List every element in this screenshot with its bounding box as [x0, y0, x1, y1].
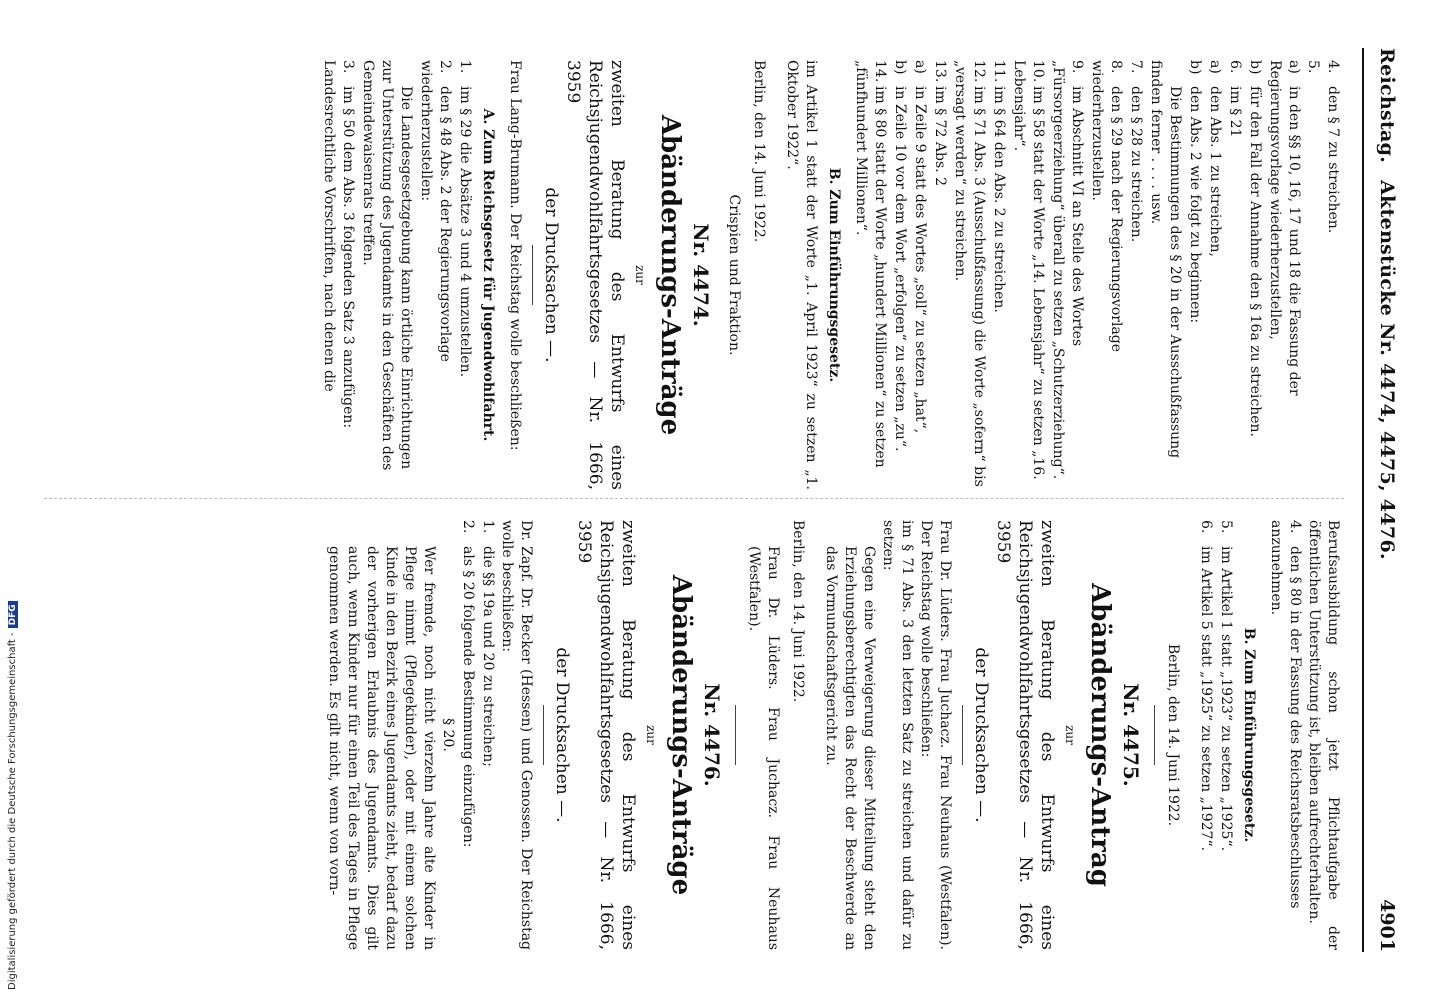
list-item-text: im § 71 Abs. 3 (Ausschußfassung) die Worte „sofern“ bis „versagt werden“ zu streichen. — [952, 60, 987, 487]
list-item — [851, 60, 889, 490]
place-date-1: Berlin, den 14. Juni 1922. — [1165, 643, 1181, 827]
list-item-text: den Abs. 2 wie folgt zu beginnen: — [1187, 86, 1203, 324]
intro-4475: Frau Dr. Lüders. Frau Juchacz. Frau Neuhaus (Westfalen). Der Reichstag wolle beschließen: — [918, 520, 953, 950]
list-item — [455, 60, 474, 490]
list-item-number: b) — [1187, 60, 1203, 75]
list-item — [458, 520, 477, 950]
intro-4476: Dr. Zapf. Dr. Becker (Hessen) und Genossen. Der Reichstag wolle beschließen: — [499, 520, 534, 950]
list-item — [478, 520, 497, 950]
section-b-text: im Artikel 1 statt der Worte „1. April 1923“ zu setzen „1. Oktober 1922“. — [784, 60, 819, 490]
drucksachen-4474: der Drucksachen —. — [541, 187, 561, 363]
list-item — [1185, 60, 1204, 490]
list-item — [1245, 60, 1264, 490]
place-date: Berlin, den 14. Juni 1922. — [751, 60, 767, 243]
signatures-4475: Frau Dr. Lüders. Frau Juchacz. Frau Neuhaus (Westfalen). — [746, 546, 781, 950]
list-item-text: im § 72 Abs. 2 — [932, 86, 948, 186]
list-item — [1225, 60, 1244, 490]
drucksachen-4475: der Drucksachen —. — [971, 647, 991, 823]
section-b-heading-right: B. Zum Einführungsgesetz. — [1241, 627, 1257, 843]
subject-4475: zweiten Beratung des Entwurfs eines Reichsjugendwohlfahrtsgesetzes — Nr. 1666, 3959 — [993, 520, 1057, 950]
list-item-text: den § 28 zu streichen. — [1128, 86, 1144, 243]
section-b-heading: B. Zum Einführungsgesetz. — [826, 167, 842, 383]
intro-4474: Frau Lang-Brumann. Der Reichstag wolle beschließen: — [507, 60, 523, 451]
list-item-text: Die Landesgesetzgebung kann örtliche Einrichtungen zur Unterstützung des Jugendamts in den Geschäften des Gemeindewaisenrats treffen. — [360, 60, 414, 471]
list-item-text: im § 21 — [1227, 86, 1243, 138]
continued-text: Berufsausbildung schon jetzt Pflichtaufgabe der öffentlichen Unterstützung ist, bleiben aufrechterhalten. — [1306, 520, 1341, 950]
list-item-text: im Artikel 1 statt „1923“ zu setzen „1925“. — [1218, 546, 1234, 852]
section-title: Aktenstücke Nr. 4474, 4475, 4476. — [1376, 180, 1398, 560]
rule — [543, 705, 544, 765]
list-item-number: 14. — [872, 60, 888, 83]
page-number: 4901 — [1376, 899, 1398, 952]
list-item — [950, 60, 988, 490]
list-item-number: 2. — [437, 60, 453, 74]
list-item-number: 10. — [1030, 60, 1046, 83]
dfg-credit-text: Digitalisierung gefördert durch die Deutsche Forschungsgemeinschaft -DFG — [7, 601, 18, 990]
list-item — [989, 60, 1008, 490]
list-item — [319, 60, 357, 490]
section-a-heading: A. Zum Reichsgesetz für Jugendwohlfahrt. — [480, 108, 496, 442]
list-item: 4.den § 80 in der Fassung des Reichsratsbeschlusses anzunehmen. — [1268, 520, 1303, 909]
paragraph-text: Wer fremde, noch nicht vierzehn Jahre alte Kinder in Pflege nimmt (Pflegekinder), oder mit einem solchen Kinde in den Bezirk eines Jugendamts zieht, bedarf dazu der vorherigen Erlaubnis des Jugendamts. Dies gilt auch, wenn Kinder nur für einen Teil des Tages in Pflege genommen werden. Es gilt nicht, wenn von vorn- — [326, 546, 437, 950]
list-item-number: 2. — [460, 520, 476, 534]
title-4475: Abänderungs-Antrag — [1085, 583, 1115, 887]
list-item — [1126, 60, 1145, 490]
list-item-text: den § 48 Abs. 2 der Regierungsvorlage wiederherzustellen: — [418, 60, 453, 362]
list-item-text: den § 29 nach der Regierungsvorlage wiederherzustellen. — [1089, 60, 1124, 353]
list-item-text: in Zeile 9 statt des Wortes „soll“ zu setzen „hat“, — [912, 86, 928, 434]
list-item — [890, 60, 909, 490]
list-item — [930, 60, 949, 490]
nr-4474: Nr. 4474. — [689, 223, 713, 327]
list-item-number: a) — [1207, 60, 1223, 74]
list-item — [1146, 60, 1184, 490]
items-4476 — [458, 520, 497, 950]
nr-4476: Nr. 4476. — [700, 683, 724, 787]
list-item-number: 5. — [1218, 520, 1234, 534]
list-item — [358, 60, 415, 490]
list-item-text: im Abschnitt VI an Stelle des Wortes „Fürsorgeerziehung“ überall zu setzen „Schutzerziehung“. — [1050, 60, 1085, 480]
list-item — [416, 60, 454, 490]
list-item-text: den Abs. 1 zu streichen, — [1207, 86, 1223, 257]
list-item-number: a) — [912, 60, 928, 74]
list-item-number: b) — [1247, 60, 1263, 75]
list-item — [1048, 60, 1086, 490]
list-item-text: den § 7 zu streichen. — [1325, 86, 1341, 234]
dfg-logo: DFG — [8, 601, 18, 628]
quote-4475: Gegen eine Verweigerung dieser Mitteilung steht den Erziehungsberechtigten das Recht der Beschwerde an das Vormundschaftsgericht zu. — [823, 546, 877, 950]
list-item-text: für den Fall der Annahme den § 16a zu streichen. — [1247, 86, 1263, 437]
a-items — [319, 60, 474, 490]
list-item-text: im § 29 die Absätze 3 und 4 umzustellen. — [457, 86, 473, 378]
right-column — [324, 520, 1342, 950]
title-4476: Abänderungs-Anträge — [666, 574, 696, 896]
list-item — [1196, 520, 1215, 950]
list-item-number: 3. — [340, 60, 356, 74]
zur-label: zur — [633, 265, 647, 285]
list-item — [1205, 60, 1224, 490]
list-item-text: im § 50 dem Abs. 3 folgenden Satz 3 anzufügen: Landesrechtliche Vorschriften, nach denen die — [321, 60, 356, 429]
rule — [735, 705, 736, 765]
rule — [962, 705, 963, 765]
rule — [1154, 705, 1155, 765]
zur-label: zur — [644, 725, 658, 745]
column-divider — [44, 498, 1344, 499]
list-item-number: 12. — [971, 60, 987, 83]
list-item-text: im § 64 den Abs. 2 zu streichen. — [991, 86, 1007, 313]
left-column — [318, 60, 1342, 490]
list-item-text: im Artikel 5 statt „1925“ zu setzen „1927“. — [1198, 546, 1214, 852]
list-item-number: 5. a) — [1286, 60, 1321, 74]
list-item-number: 1. — [480, 520, 496, 534]
list-item-number: 6. — [1198, 520, 1214, 534]
list-item-number: 1. — [457, 60, 473, 74]
list-item — [1087, 60, 1125, 490]
list-item-text: in den §§ 10, 16, 17 und 18 die Fassung der Regierungsvorlage wiederherzustellen, — [1267, 60, 1302, 396]
list-item-text: im § 80 statt der Worte „hundert Millionen“ zu setzen „fünfhundert Millionen“. — [853, 60, 888, 468]
list-item — [1323, 60, 1342, 490]
page-header — [1362, 48, 1404, 952]
list-item-number: 9. — [1069, 60, 1085, 74]
place-date-2: Berlin, den 14. Juni 1922. — [790, 520, 806, 703]
list-item-number: 11. — [991, 60, 1007, 83]
list-item-number: 4. — [1325, 60, 1341, 74]
list-item-number: 8. — [1108, 60, 1124, 74]
list-item — [1265, 60, 1322, 490]
rule — [532, 245, 533, 305]
list-item — [1216, 520, 1235, 950]
signature: Crispien und Fraktion. — [726, 194, 742, 356]
list-item-number: 7. — [1128, 60, 1144, 74]
list-item-number: 13. — [932, 60, 948, 83]
subject-4476: zweiten Beratung des Entwurfs eines Reichsjugendwohlfahrtsgesetzes — Nr. 1666, 3959 — [574, 520, 638, 950]
list-item-number: 6. — [1227, 60, 1243, 74]
nr-4475: Nr. 4475. — [1119, 683, 1143, 787]
list-item-text: in Zeile 10 vor dem Wort „erfolgen“ zu setzen „zu“. — [892, 86, 908, 452]
drucksachen-4476: der Drucksachen —. — [552, 647, 572, 823]
list-item-text: die §§ 19a und 20 zu streichen; — [480, 546, 496, 767]
left-items — [851, 60, 1342, 490]
list-item-text: Die Bestimmungen des § 20 in der Ausschußfassung finden ferner . . . . usw. — [1148, 60, 1183, 459]
list-item-text: als § 20 folgende Bestimmung einzufügen: — [460, 546, 476, 848]
subject-4474: zweiten Beratung des Entwurfs eines Reichsjugendwohlfahrtsgesetzes — Nr. 1666, 3959 — [563, 60, 627, 490]
list-item — [910, 60, 929, 490]
publication-name: Reichstag. — [1376, 48, 1398, 164]
paragraph-heading: § 20. — [440, 718, 456, 752]
title-4474: Abänderungs-Anträge — [655, 114, 685, 436]
b-items — [1196, 520, 1235, 950]
list-item-number: b) — [892, 60, 908, 75]
zur-label: zur — [1063, 725, 1077, 745]
list-item — [1009, 60, 1047, 490]
text-4475: im § 71 Abs. 3 den letzten Satz zu streichen und dafür zu setzen: — [880, 520, 915, 950]
list-item-text: im § 58 statt der Worte „14. Lebensjahr“ zu setzen „16. Lebensjahr“. — [1011, 60, 1046, 480]
